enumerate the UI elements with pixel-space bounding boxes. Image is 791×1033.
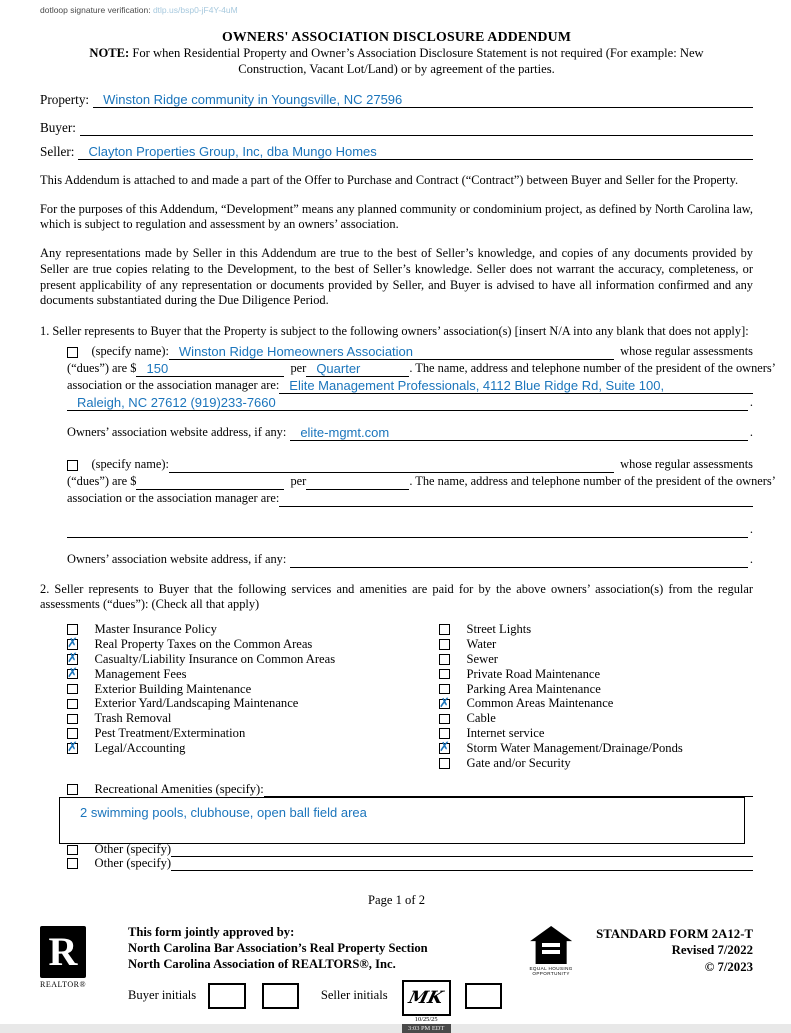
association1-dues-input[interactable] bbox=[136, 360, 284, 377]
other2-label: Other (specify) bbox=[94, 855, 172, 870]
service-item: Water bbox=[439, 637, 753, 652]
association2-manager-line2 bbox=[67, 521, 753, 538]
seller-value: Clayton Properties Group, Inc, dba Mungo Homes bbox=[88, 144, 377, 159]
realtor-logo-text: REALTOR® bbox=[40, 979, 87, 989]
association1-manager-line bbox=[67, 377, 753, 394]
service-item: ✗ Storm Water Management/Drainage/Ponds bbox=[439, 741, 753, 756]
service-item: Master Insurance Policy bbox=[67, 622, 439, 637]
association1-name-value: Winston Ridge Homeowners Association bbox=[178, 343, 414, 359]
signature-date: 10/25/25 bbox=[414, 1015, 438, 1023]
service-item: Street Lights bbox=[439, 622, 753, 637]
seller-label: Seller: bbox=[40, 144, 75, 159]
association1-manager-value2: Raleigh, NC 27612 (919)233-7660 bbox=[77, 394, 276, 410]
paragraph-attachment: This Addendum is attached to and made a part of the Offer to Purchase and Contract (“Contract”) between Buyer and Seller for the Property. bbox=[40, 173, 739, 187]
seller-input[interactable] bbox=[78, 143, 753, 160]
footer-right-block bbox=[502, 924, 753, 977]
recreational-amenities-box[interactable] bbox=[59, 797, 745, 844]
association1-per-input[interactable] bbox=[306, 360, 409, 377]
other1-label: Other (specify) bbox=[94, 842, 172, 857]
checkbox-street-lights[interactable] bbox=[439, 624, 450, 635]
service-item: ✗ Real Property Taxes on the Common Areas bbox=[67, 637, 439, 652]
association2-dues-line bbox=[67, 473, 776, 490]
service-item: Gate and/or Security bbox=[439, 756, 753, 771]
service-item: ✗ Management Fees bbox=[67, 667, 439, 682]
note-paragraph bbox=[77, 46, 717, 77]
association1-manager-label: association or the association manager are: bbox=[67, 377, 280, 392]
checkbox-gate-security[interactable] bbox=[439, 758, 450, 769]
checkbox-internet[interactable] bbox=[439, 728, 450, 739]
association1-per-value: Quarter bbox=[316, 360, 361, 376]
checkbox-storm-water[interactable] bbox=[439, 743, 450, 754]
association1-end-period: . bbox=[749, 394, 753, 409]
association1-specify-label: (specify name): bbox=[91, 343, 169, 358]
association1-name-line bbox=[67, 343, 753, 360]
checkbox-parking-area[interactable] bbox=[439, 684, 450, 695]
buyer-input[interactable] bbox=[80, 119, 753, 136]
association2-block bbox=[67, 456, 776, 568]
signature-time: 3:03 PM EDT bbox=[402, 1024, 451, 1033]
service-item: Cable bbox=[439, 711, 753, 726]
association1-manager-input[interactable] bbox=[279, 377, 753, 394]
equal-housing-text: EQUAL HOUSING OPPORTUNITY bbox=[529, 965, 573, 977]
service-item: ✗ Legal/Accounting bbox=[67, 741, 439, 756]
standard-form-line2: Revised 7/2022 bbox=[671, 943, 753, 958]
association1-website-value: elite-mgmt.com bbox=[300, 424, 390, 440]
association1-president-text: . The name, address and telephone number of the president of the owners’ bbox=[409, 360, 776, 375]
equal-housing-icon bbox=[530, 926, 572, 964]
checkbox-sewer[interactable] bbox=[439, 654, 450, 665]
association2-manager-input[interactable] bbox=[279, 490, 753, 507]
association2-checkbox[interactable] bbox=[67, 460, 78, 471]
association1-dues-line bbox=[67, 360, 776, 377]
section2-intro: 2. Seller represents to Buyer that the following services and amenities are paid for by the above owners’ association(s) from the regular assessments (“dues”): (Check all that apply) bbox=[40, 581, 753, 612]
association1-block bbox=[67, 343, 776, 441]
realtor-logo-icon: R bbox=[40, 926, 86, 978]
association1-whose-text: whose regular assessments bbox=[620, 343, 753, 358]
page-number: Page 1 of 2 bbox=[367, 892, 425, 907]
association2-dues-input[interactable] bbox=[136, 473, 284, 490]
association1-website-period: . bbox=[749, 424, 753, 439]
association1-manager-line2 bbox=[67, 394, 753, 411]
association2-manager-label: association or the association manager are: bbox=[67, 490, 280, 505]
buyer-field-row bbox=[40, 119, 753, 136]
recreational-amenities-value: 2 swimming pools, clubhouse, open ball field area bbox=[80, 804, 367, 820]
checkbox-master-insurance[interactable] bbox=[67, 624, 78, 635]
association2-whose-text: whose regular assessments bbox=[620, 456, 753, 471]
association1-dues-value: 150 bbox=[146, 360, 169, 376]
section1-intro: 1. Seller represents to Buyer that the Property is subject to the following owners’ association(s) [insert N/A into any blank that does not apply]: bbox=[40, 323, 749, 338]
checkbox-trash-removal[interactable] bbox=[67, 714, 78, 725]
recreational-amenities-row bbox=[67, 780, 753, 797]
standard-form-line3: © 7/2023 bbox=[704, 959, 753, 974]
paragraph-representations: Any representations made by Seller in this Addendum are true to the best of Seller’s knowledge, and copies of any documents provided by Seller are true copies relating to the Development, to the best of Seller’s knowledge. Seller does not warrant the accuracy, completeness, or present applicability of any representation or documents provided by Seller, and Buyer is advised to have all information confirmed and any documents substantiated during the Due Diligence Period. bbox=[40, 246, 753, 308]
association1-manager-value: Elite Management Professionals, 4112 Blue Ridge Rd, Suite 100, bbox=[289, 377, 665, 393]
association2-name-line bbox=[67, 456, 753, 473]
association1-website-label: Owners’ association website address, if any: bbox=[67, 424, 287, 439]
note-text: For when Residential Property and Owner’s Association Disclosure Statement is not required (For example: New Construction, Vacant Lot/Land) or by agreement of the parties. bbox=[129, 46, 704, 76]
checkbox-private-road[interactable] bbox=[439, 669, 450, 680]
seller-field-row bbox=[40, 143, 753, 160]
property-label: Property: bbox=[40, 92, 90, 107]
association1-per-label: per bbox=[290, 360, 307, 375]
service-item: Trash Removal bbox=[67, 711, 439, 726]
checkbox-pest-treatment[interactable] bbox=[67, 728, 78, 739]
page-title: OWNERS' ASSOCIATION DISCLOSURE ADDENDUM bbox=[221, 29, 572, 44]
checkbox-exterior-yard[interactable] bbox=[67, 699, 78, 710]
initials-row bbox=[128, 980, 502, 1033]
approved-line2: North Carolina Bar Association’s Real Property Section bbox=[128, 941, 428, 956]
checkbox-other1[interactable] bbox=[67, 845, 78, 856]
checkbox-cable[interactable] bbox=[439, 714, 450, 725]
seller-initials-label: Seller initials bbox=[320, 987, 388, 1002]
dotloop-verification-bar bbox=[40, 5, 753, 15]
service-item: Private Road Maintenance bbox=[439, 667, 753, 682]
association2-website-label: Owners’ association website address, if any: bbox=[67, 551, 287, 566]
other2-input[interactable] bbox=[171, 854, 753, 871]
checkbox-water[interactable] bbox=[439, 639, 450, 650]
seller-initials-box-2[interactable] bbox=[465, 983, 502, 1009]
checkbox-exterior-building[interactable] bbox=[67, 684, 78, 695]
services-column-left bbox=[67, 622, 439, 771]
service-item: ✗ Casualty/Liability Insurance on Common Areas bbox=[67, 652, 439, 667]
association1-website-input[interactable] bbox=[290, 424, 748, 441]
association2-manager-line bbox=[67, 490, 753, 507]
association2-name-input[interactable] bbox=[169, 456, 614, 473]
seller-initials-signature bbox=[402, 980, 451, 1016]
service-item: Parking Area Maintenance bbox=[439, 682, 753, 697]
service-item: Pest Treatment/Extermination bbox=[67, 726, 439, 741]
buyer-initials-box-1[interactable] bbox=[208, 983, 245, 1009]
association1-dues-label: (“dues”) are $ bbox=[67, 360, 137, 375]
association2-website-input[interactable] bbox=[290, 551, 748, 568]
dotloop-verification-link[interactable]: dtlp.us/bsp0-jF4Y-4uM bbox=[152, 5, 238, 15]
service-item: Exterior Yard/Landscaping Maintenance bbox=[67, 696, 439, 711]
association2-per-input[interactable] bbox=[306, 473, 409, 490]
paragraph-development-definition: For the purposes of this Addendum, “Development” means any planned community or condominium project, as defined by North Carolina law, which is subject to regulation and assessment by an owners’ association. bbox=[40, 201, 753, 232]
association1-website-line bbox=[67, 424, 753, 441]
checkbox-property-taxes[interactable] bbox=[67, 639, 78, 650]
association2-manager-input2[interactable] bbox=[67, 521, 748, 538]
association1-name-input[interactable] bbox=[169, 343, 614, 360]
standard-form-block bbox=[596, 926, 753, 977]
checkbox-management-fees[interactable] bbox=[67, 669, 78, 680]
recreational-amenities-label: Recreational Amenities (specify): bbox=[94, 781, 264, 796]
dotloop-verification-label: dotloop signature verification: bbox=[40, 5, 151, 15]
association2-specify-label: (specify name): bbox=[91, 456, 169, 471]
buyer-label: Buyer: bbox=[40, 120, 76, 135]
realtor-logo bbox=[40, 926, 102, 989]
signature-initials: MK bbox=[406, 987, 446, 1008]
association2-website-period: . bbox=[749, 551, 753, 566]
approved-line3: North Carolina Association of REALTORS®, Inc. bbox=[128, 957, 396, 972]
service-item: Sewer bbox=[439, 652, 753, 667]
association2-per-label: per bbox=[290, 473, 307, 488]
footer bbox=[40, 924, 753, 1033]
checkbox-other2[interactable] bbox=[67, 858, 78, 869]
association2-dues-label: (“dues”) are $ bbox=[67, 473, 137, 488]
checkbox-common-areas[interactable] bbox=[439, 699, 450, 710]
association1-manager-input2[interactable] bbox=[67, 394, 748, 411]
services-column-right bbox=[439, 622, 753, 771]
recreational-amenities-line[interactable] bbox=[264, 780, 753, 797]
association1-checkbox[interactable] bbox=[67, 347, 78, 358]
buyer-initials-box-2[interactable] bbox=[262, 983, 299, 1009]
checkbox-recreational-amenities[interactable] bbox=[67, 784, 78, 795]
buyer-initials-label: Buyer initials bbox=[128, 987, 197, 1002]
standard-form-line1: STANDARD FORM 2A12-T bbox=[596, 926, 753, 941]
checkbox-casualty-insurance[interactable] bbox=[67, 654, 78, 665]
seller-signature-stamp[interactable] bbox=[402, 980, 451, 1033]
footer-approval-block bbox=[102, 924, 502, 1033]
service-item: ✗ Common Areas Maintenance bbox=[439, 696, 753, 711]
property-field-row bbox=[40, 91, 753, 108]
property-value: Winston Ridge community in Youngsville, NC 27596 bbox=[103, 92, 403, 107]
services-checklist bbox=[67, 622, 753, 771]
other2-row bbox=[67, 857, 753, 871]
property-input[interactable] bbox=[93, 91, 753, 108]
checkbox-legal-accounting[interactable] bbox=[67, 743, 78, 754]
association2-president-text: . The name, address and telephone number of the president of the owners’ bbox=[409, 473, 776, 488]
approved-line1: This form jointly approved by: bbox=[128, 924, 295, 939]
association2-end-period: . bbox=[749, 521, 753, 536]
service-item: Exterior Building Maintenance bbox=[67, 682, 439, 697]
equal-housing-logo bbox=[526, 926, 576, 977]
service-item: Internet service bbox=[439, 726, 753, 741]
note-label: NOTE: bbox=[89, 46, 130, 60]
association2-website-line bbox=[67, 551, 753, 568]
